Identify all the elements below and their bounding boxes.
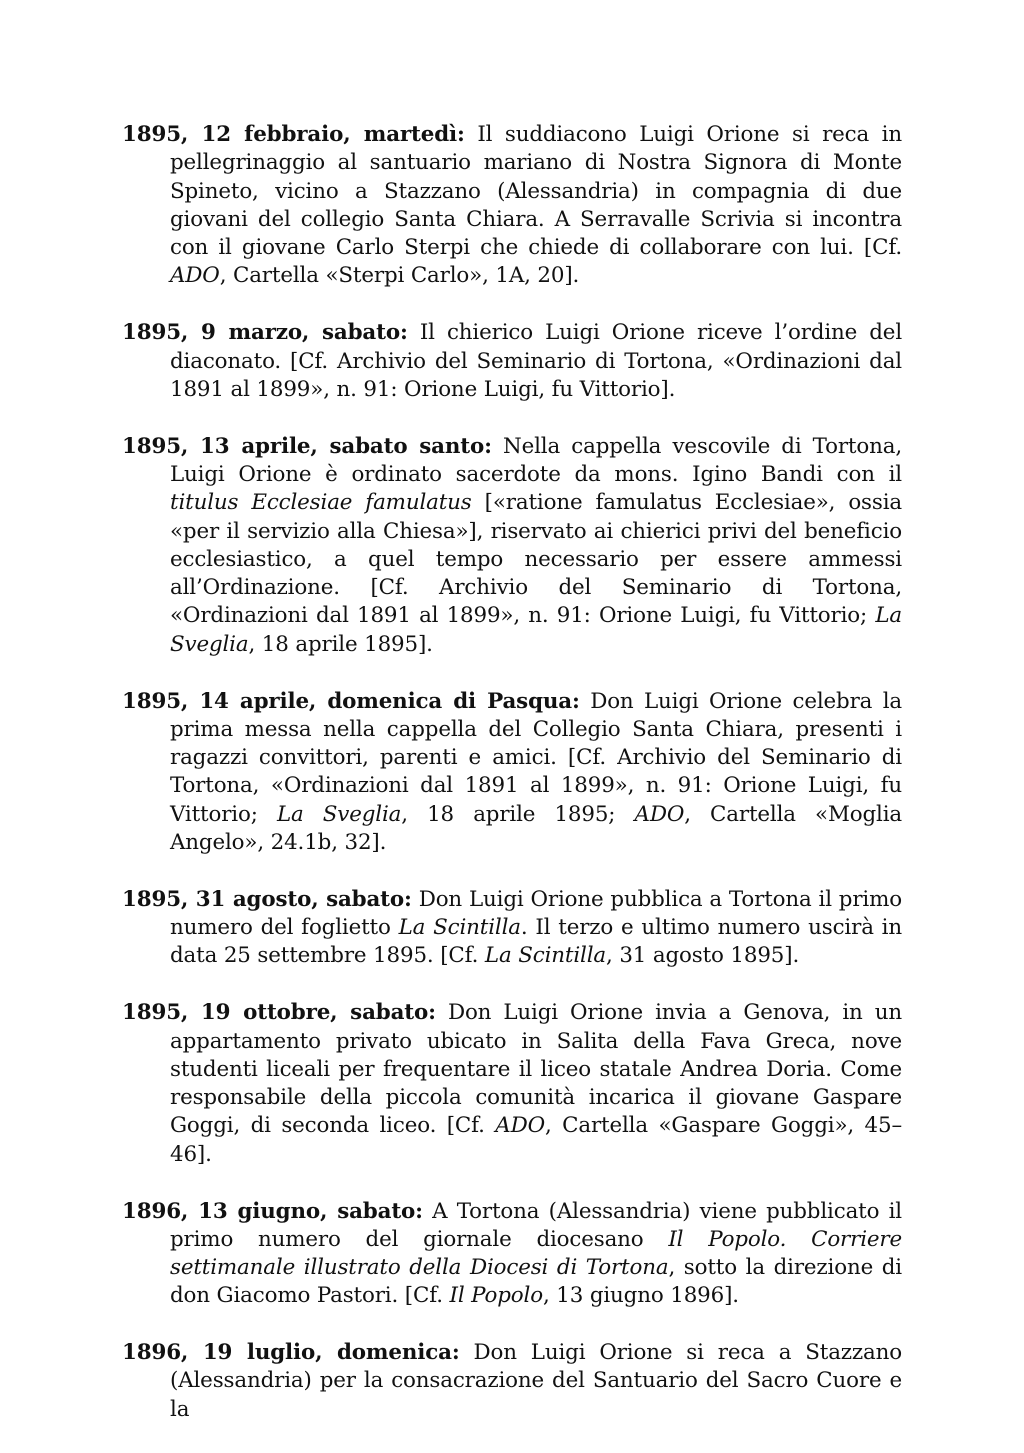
entry-italic-text: La Scintilla xyxy=(398,915,521,941)
chronology-entry xyxy=(122,319,902,404)
entry-heading: 1895, 14 aprile, domenica di Pasqua: xyxy=(122,688,580,714)
entry-text: , 13 giugno 1896]. xyxy=(542,1283,739,1309)
entry-text: . Il terzo e ultimo numero uscirà in data 25 settembre 1895. [Cf. xyxy=(170,915,902,969)
entry-heading: 1895, 9 marzo, sabato: xyxy=(122,320,408,346)
entry-text: , 18 aprile 1895; xyxy=(401,801,635,827)
entry-italic-text: titulus Ecclesiae famulatus xyxy=(170,490,472,516)
entry-text: , sotto la direzione di don Giacomo Pastori. [Cf. xyxy=(170,1255,902,1309)
entry-text: , Cartella «Moglia Angelo», 24.1b, 32]. xyxy=(170,801,903,856)
entry-text: [«ratione famulatus Ecclesiae», ossia «per il servizio alla Chiesa»], riservato ai chierici privi del beneficio ecclesiastico, a quel tempo necessario per essere ammessi all’Ordinazione. [Cf. Archivio del Seminario di Tortona, «Ordinazioni dal 1891 al 1899», n. 91: Orione Luigi, fu Vittorio; xyxy=(170,490,902,629)
entry-heading: 1895, 19 ottobre, sabato: xyxy=(122,1000,436,1026)
entry-text: , 18 aprile 1895]. xyxy=(248,631,433,657)
chronology-entry xyxy=(122,1339,902,1424)
entry-heading: 1896, 13 giugno, sabato: xyxy=(122,1198,423,1224)
entry-italic-text: Il Popolo. Corriere settimanale illustrato della Diocesi di Tortona xyxy=(170,1226,902,1281)
entry-text: , Cartella «Gaspare Goggi», 45–46]. xyxy=(170,1113,902,1167)
chronology-entry xyxy=(122,886,902,971)
entry-text: Nella cappella vescovile di Tortona, Luigi Orione è ordinato sacerdote da mons. Igino Bandi con il xyxy=(170,433,902,487)
entry-text: Il chierico Luigi Orione riceve l’ordine del diaconato. [Cf. Archivio del Seminario di Tortona, «Ordinazioni dal 1891 al 1899», n. 91: Orione Luigi, fu Vittorio]. xyxy=(170,320,903,402)
entry-heading: 1896, 19 luglio, domenica: xyxy=(122,1340,460,1366)
entry-italic-text: Il Popolo xyxy=(449,1283,543,1309)
entry-text: Don Luigi Orione invia a Genova, in un appartamento privato ubicato in Salita della Fava Greca, nove studenti liceali per frequentare il liceo statale Andrea Doria. Come responsabile della piccola comunità incarica il giovane Gaspare Goggi, di seconda liceo. [Cf. xyxy=(170,1000,902,1139)
chronology-entry xyxy=(122,688,902,858)
entry-text: Il suddiacono Luigi Orione si reca in pellegrinaggio al santuario mariano di Nostra Signora di Monte Spineto, vicino a Stazzano (Alessandria) in compagnia di due giovani del collegio Santa Chiara. A Serravalle Scrivia si incontra con il giovane Carlo Sterpi che chiede di collaborare con lui. [Cf. xyxy=(170,122,902,261)
chronology-list xyxy=(122,121,902,1453)
chronology-entry xyxy=(122,1198,902,1311)
chronology-entry xyxy=(122,121,902,291)
entry-text: A Tortona (Alessandria) viene pubblicato il primo numero del giornale diocesano xyxy=(170,1198,902,1252)
entry-text: Don Luigi Orione si reca a Stazzano (Alessandria) per la consacrazione del Santuario del Sacro Cuore e la xyxy=(170,1340,902,1422)
entry-text: , 31 agosto 1895]. xyxy=(606,943,800,969)
chronology-entry xyxy=(122,433,902,659)
entry-italic-text: ADO xyxy=(170,263,220,289)
entry-italic-text: La Sveglia xyxy=(170,603,902,657)
entry-italic-text: ADO xyxy=(634,801,685,827)
entry-italic-text: La Sveglia xyxy=(276,801,402,827)
entry-heading: 1895, 31 agosto, sabato: xyxy=(122,886,412,912)
entry-heading: 1895, 12 febbraio, martedì: xyxy=(122,122,465,147)
entry-text: Don Luigi Orione celebra la prima messa nella cappella del Collegio Santa Chiara, presenti i ragazzi convittori, parenti e amici. [Cf. Archivio del Seminario di Tortona, «Ordinazioni dal 1891 al 1899», n. 91: Orione Luigi, fu Vittorio; xyxy=(170,688,902,827)
chronology-entry xyxy=(122,999,902,1169)
entry-italic-text: ADO xyxy=(495,1113,545,1139)
entry-text: Don Luigi Orione pubblica a Tortona il primo numero del foglietto xyxy=(170,886,902,941)
entry-heading: 1895, 13 aprile, sabato santo: xyxy=(122,433,492,459)
entry-text: , Cartella «Sterpi Carlo», 1A, 20]. xyxy=(219,263,580,289)
entry-italic-text: La Scintilla xyxy=(484,943,607,969)
